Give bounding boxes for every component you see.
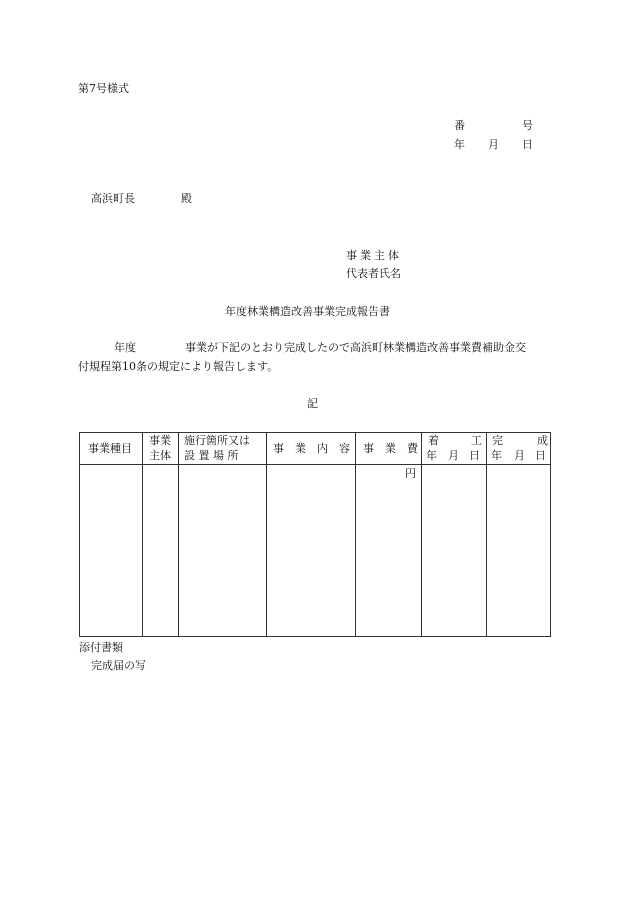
doc-number-label: 番	[454, 119, 465, 132]
header-done-day: 日	[535, 449, 546, 462]
date-month-label: 月	[488, 138, 499, 151]
header-entity-bottom: 主体	[149, 449, 171, 462]
doc-number-suffix: 号	[522, 119, 533, 132]
applicant-entity-label: 事業主体	[346, 249, 402, 262]
header-entity-top: 事業	[149, 434, 171, 447]
header-done-a: 完	[492, 434, 503, 447]
header-location-bottom: 設 置 場 所	[184, 449, 239, 462]
header-content: 事 業 内 容	[273, 442, 350, 455]
header-start-day: 日	[469, 449, 480, 462]
attachments-label: 添付書類	[79, 641, 123, 654]
attachments-item: 完成届の写	[91, 659, 146, 672]
addressee-honorific: 殿	[181, 192, 192, 205]
header-done-b: 成	[537, 434, 548, 447]
header-start-b: 工	[471, 434, 482, 447]
body-year-prefix: 年度	[114, 341, 136, 354]
header-location-top: 施行箇所又は	[184, 434, 250, 447]
ki-heading: 記	[307, 397, 318, 410]
header-start-month: 月	[448, 449, 459, 462]
table-header-divider	[80, 464, 550, 465]
applicant-representative-label: 代表者氏名	[346, 267, 401, 280]
body-line-2: 付規程第10条の規定により報告します。	[78, 360, 279, 373]
cost-unit: 円	[405, 467, 416, 480]
addressee-name: 高浜町長	[91, 192, 135, 205]
header-business-type: 事業種目	[88, 442, 132, 455]
date-day-label: 日	[522, 138, 533, 151]
header-done-month: 月	[514, 449, 525, 462]
header-done-year: 年	[491, 449, 502, 462]
header-start-year: 年	[426, 449, 437, 462]
body-text-1: 事業が下記のとおり完成したので高浜町林業構造改善事業費補助金交	[185, 341, 526, 354]
document-title: 年度林業構造改善事業完成報告書	[225, 305, 390, 318]
header-cost: 事 業 費	[363, 442, 418, 455]
date-year-label: 年	[454, 138, 465, 151]
header-start-a: 着	[428, 434, 439, 447]
form-number: 第7号様式	[78, 82, 129, 95]
report-table	[79, 432, 551, 637]
